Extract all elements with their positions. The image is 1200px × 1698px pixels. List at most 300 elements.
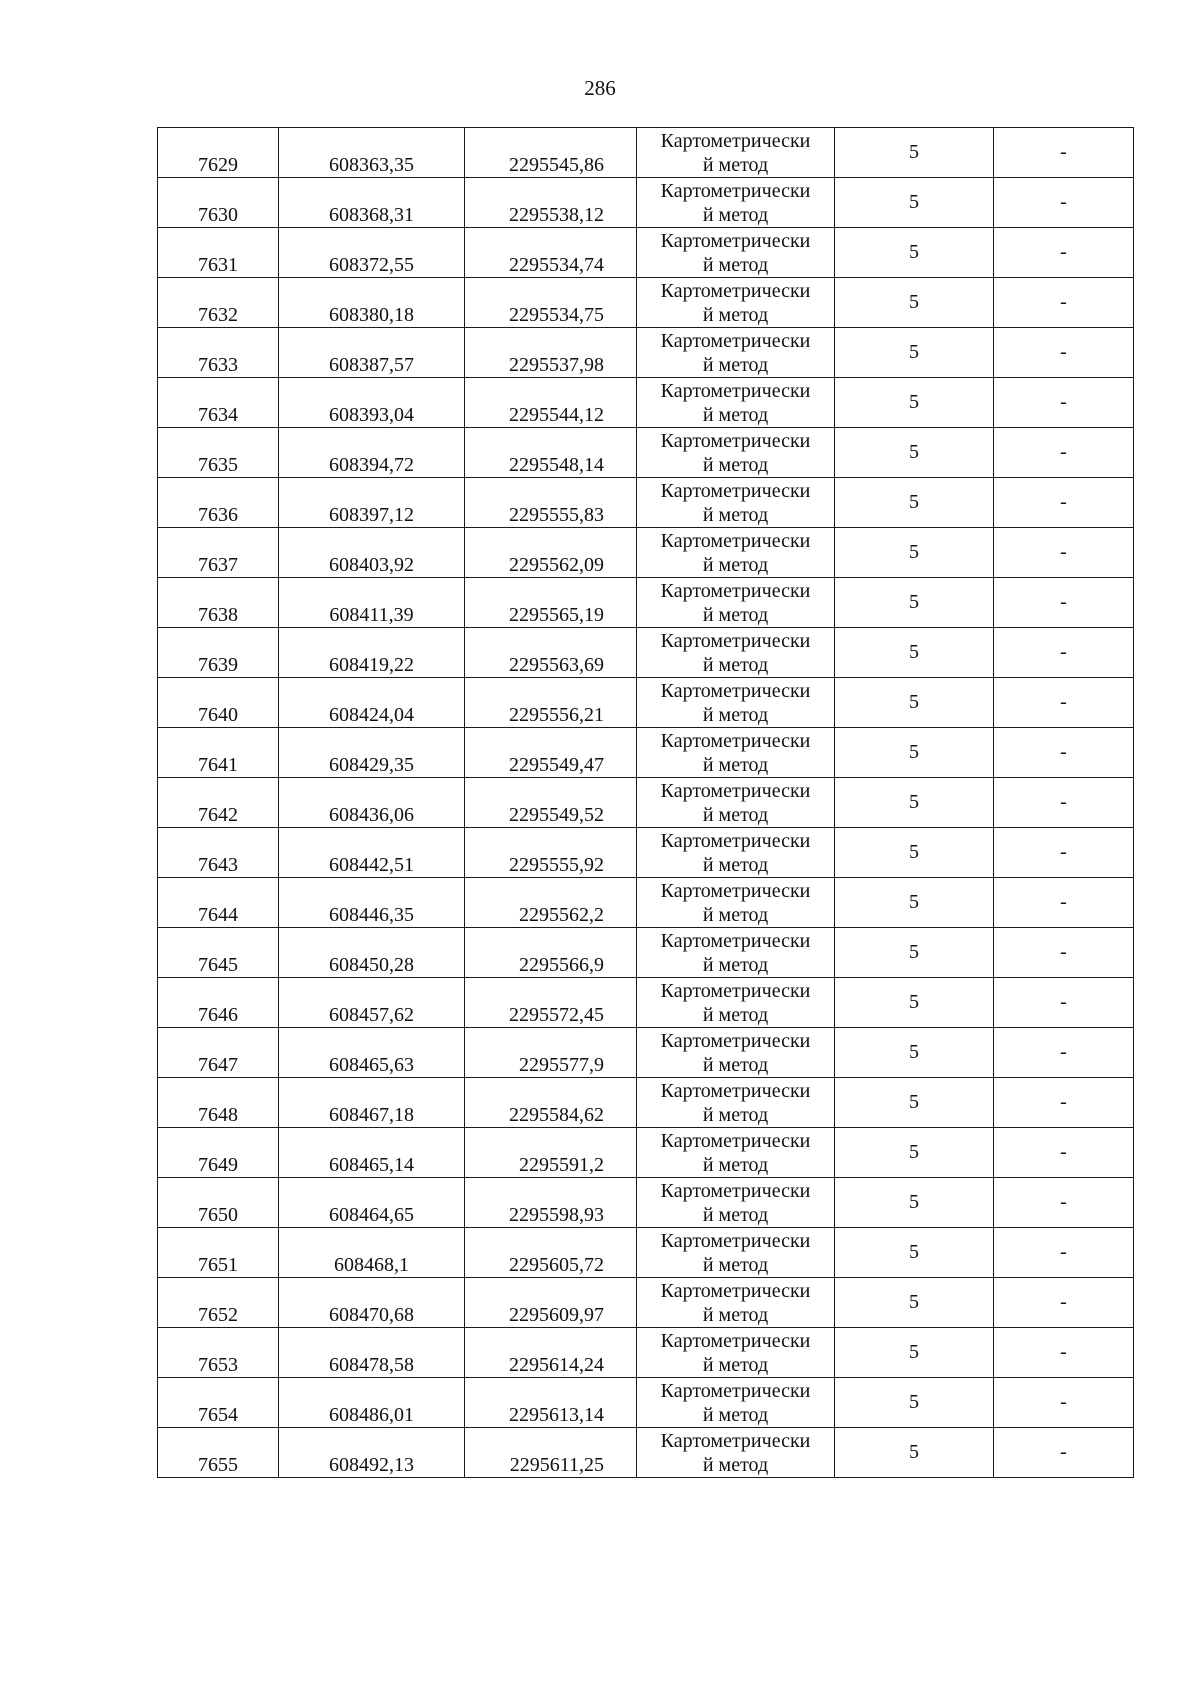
note-cell [994, 678, 1134, 728]
accuracy-value: 5 [909, 441, 919, 463]
accuracy-value: 5 [909, 941, 919, 963]
coordinates-table [157, 127, 1134, 1478]
accuracy-cell [835, 1078, 994, 1128]
table-row [158, 1278, 1134, 1328]
x-coordinate-cell [279, 728, 465, 778]
method-text-line1: Картометрически [660, 1029, 811, 1052]
table-row [158, 1078, 1134, 1128]
method-text-line2: й метод [702, 1453, 769, 1476]
coordinates-table-body [158, 128, 1134, 1478]
note-cell [994, 1178, 1134, 1228]
y-coordinate: 2295563,69 [509, 654, 604, 676]
method-text-line1: Картометрически [660, 129, 811, 152]
accuracy-value: 5 [909, 1041, 919, 1063]
note-cell [994, 628, 1134, 678]
point-number-cell [158, 878, 279, 928]
method-text-line1: Картометрически [660, 479, 811, 502]
table-row [158, 978, 1134, 1028]
note-cell [994, 278, 1134, 328]
note-cell [994, 428, 1134, 478]
note-value: - [1060, 241, 1067, 263]
accuracy-value: 5 [909, 391, 919, 413]
point-number: 7641 [198, 754, 238, 776]
method-cell [637, 478, 835, 528]
accuracy-cell [835, 928, 994, 978]
note-value: - [1060, 1041, 1067, 1063]
table-row [158, 1178, 1134, 1228]
note-value: - [1060, 191, 1067, 213]
method-text-line1: Картометрически [660, 629, 811, 652]
y-coordinate: 2295545,86 [509, 154, 604, 176]
note-value: - [1060, 1241, 1067, 1263]
note-value: - [1060, 1341, 1067, 1363]
method-text-line1: Картометрически [660, 1179, 811, 1202]
point-number-cell [158, 228, 279, 278]
method-text-line2: й метод [702, 1253, 769, 1276]
note-value: - [1060, 541, 1067, 563]
method-text-line1: Картометрически [660, 1379, 811, 1402]
y-coordinate: 2295598,93 [509, 1204, 604, 1226]
y-coordinate: 2295534,74 [509, 254, 604, 276]
y-coordinate-cell [465, 1278, 637, 1328]
accuracy-value: 5 [909, 791, 919, 813]
accuracy-value: 5 [909, 341, 919, 363]
method-text-line2: й метод [702, 603, 769, 626]
method-text-line1: Картометрически [660, 229, 811, 252]
y-coordinate-cell [465, 578, 637, 628]
point-number-cell [158, 528, 279, 578]
point-number-cell [158, 1428, 279, 1478]
x-coordinate: 608387,57 [329, 354, 414, 376]
x-coordinate-cell [279, 328, 465, 378]
y-coordinate: 2295613,14 [509, 1404, 604, 1426]
accuracy-cell [835, 1278, 994, 1328]
x-coordinate: 608424,04 [329, 704, 414, 726]
point-number-cell [158, 1328, 279, 1378]
accuracy-value: 5 [909, 1441, 919, 1463]
point-number: 7637 [198, 554, 238, 576]
method-text-line1: Картометрически [660, 829, 811, 852]
y-coordinate-cell [465, 178, 637, 228]
y-coordinate: 2295555,92 [509, 854, 604, 876]
method-text-line2: й метод [702, 803, 769, 826]
table-row [158, 1128, 1134, 1178]
x-coordinate: 608446,35 [329, 904, 414, 926]
method-text-line2: й метод [702, 853, 769, 876]
y-coordinate: 2295544,12 [509, 404, 604, 426]
x-coordinate: 608368,31 [329, 204, 414, 226]
y-coordinate-cell [465, 878, 637, 928]
point-number: 7633 [198, 354, 238, 376]
note-cell [994, 1228, 1134, 1278]
table-row [158, 778, 1134, 828]
accuracy-value: 5 [909, 541, 919, 563]
x-coordinate-cell [279, 928, 465, 978]
method-text-line2: й метод [702, 1003, 769, 1026]
accuracy-cell [835, 778, 994, 828]
method-text-line2: й метод [702, 253, 769, 276]
method-cell [637, 928, 835, 978]
x-coordinate: 608442,51 [329, 854, 414, 876]
x-coordinate-cell [279, 478, 465, 528]
method-cell [637, 1178, 835, 1228]
method-text-line2: й метод [702, 553, 769, 576]
method-text-line1: Картометрически [660, 429, 811, 452]
y-coordinate-cell [465, 278, 637, 328]
y-coordinate: 2295538,12 [509, 204, 604, 226]
note-value: - [1060, 141, 1067, 163]
method-text-line1: Картометрически [660, 779, 811, 802]
point-number-cell [158, 1278, 279, 1328]
accuracy-cell [835, 678, 994, 728]
y-coordinate-cell [465, 328, 637, 378]
x-coordinate-cell [279, 878, 465, 928]
note-cell [994, 928, 1134, 978]
method-text-line1: Картометрически [660, 1329, 811, 1352]
method-text-line1: Картометрически [660, 1229, 811, 1252]
point-number-cell [158, 1178, 279, 1228]
accuracy-value: 5 [909, 1391, 919, 1413]
method-cell [637, 628, 835, 678]
point-number: 7646 [198, 1004, 238, 1026]
note-value: - [1060, 1391, 1067, 1413]
point-number: 7634 [198, 404, 238, 426]
method-text-line2: й метод [702, 353, 769, 376]
note-cell [994, 1328, 1134, 1378]
point-number: 7650 [198, 1204, 238, 1226]
table-row [158, 328, 1134, 378]
method-text-line2: й метод [702, 153, 769, 176]
x-coordinate: 608393,04 [329, 404, 414, 426]
y-coordinate-cell [465, 828, 637, 878]
accuracy-cell [835, 978, 994, 1028]
note-cell [994, 878, 1134, 928]
x-coordinate-cell [279, 1178, 465, 1228]
table-row [158, 628, 1134, 678]
x-coordinate: 608380,18 [329, 304, 414, 326]
note-value: - [1060, 591, 1067, 613]
method-text-line2: й метод [702, 703, 769, 726]
accuracy-cell [835, 128, 994, 178]
table-row [158, 228, 1134, 278]
y-coordinate-cell [465, 128, 637, 178]
x-coordinate: 608394,72 [329, 454, 414, 476]
y-coordinate: 2295572,45 [509, 1004, 604, 1026]
accuracy-cell [835, 1178, 994, 1228]
table-row [158, 478, 1134, 528]
accuracy-cell [835, 428, 994, 478]
x-coordinate-cell [279, 1328, 465, 1378]
y-coordinate-cell [465, 378, 637, 428]
method-cell [637, 1378, 835, 1428]
method-cell [637, 978, 835, 1028]
y-coordinate: 2295555,83 [509, 504, 604, 526]
point-number: 7653 [198, 1354, 238, 1376]
note-value: - [1060, 1291, 1067, 1313]
note-value: - [1060, 791, 1067, 813]
table-row [158, 578, 1134, 628]
y-coordinate-cell [465, 1128, 637, 1178]
x-coordinate: 608450,28 [329, 954, 414, 976]
table-row [158, 928, 1134, 978]
method-cell [637, 378, 835, 428]
note-cell [994, 528, 1134, 578]
method-text-line2: й метод [702, 953, 769, 976]
method-text-line2: й метод [702, 653, 769, 676]
accuracy-value: 5 [909, 1291, 919, 1313]
method-cell [637, 1078, 835, 1128]
note-value: - [1060, 1091, 1067, 1113]
method-text-line1: Картометрически [660, 179, 811, 202]
method-cell [637, 278, 835, 328]
point-number-cell [158, 478, 279, 528]
accuracy-value: 5 [909, 691, 919, 713]
accuracy-cell [835, 1328, 994, 1378]
note-cell [994, 1428, 1134, 1478]
y-coordinate: 2295565,19 [509, 604, 604, 626]
method-text-line2: й метод [702, 1353, 769, 1376]
method-text-line2: й метод [702, 903, 769, 926]
method-text-line2: й метод [702, 1203, 769, 1226]
method-text-line1: Картометрически [660, 679, 811, 702]
method-cell [637, 828, 835, 878]
y-coordinate: 2295548,14 [509, 454, 604, 476]
point-number-cell [158, 1078, 279, 1128]
note-value: - [1060, 341, 1067, 363]
accuracy-value: 5 [909, 1241, 919, 1263]
accuracy-cell [835, 178, 994, 228]
accuracy-cell [835, 328, 994, 378]
point-number-cell [158, 628, 279, 678]
accuracy-cell [835, 278, 994, 328]
note-value: - [1060, 941, 1067, 963]
y-coordinate: 2295556,21 [509, 704, 604, 726]
accuracy-cell [835, 228, 994, 278]
table-row [158, 1328, 1134, 1378]
accuracy-value: 5 [909, 191, 919, 213]
x-coordinate-cell [279, 1278, 465, 1328]
method-cell [637, 878, 835, 928]
note-value: - [1060, 691, 1067, 713]
y-coordinate: 2295609,97 [509, 1304, 604, 1326]
method-text-line2: й метод [702, 1053, 769, 1076]
method-text-line1: Картометрически [660, 579, 811, 602]
point-number-cell [158, 1128, 279, 1178]
x-coordinate: 608419,22 [329, 654, 414, 676]
x-coordinate-cell [279, 628, 465, 678]
y-coordinate: 2295566,9 [519, 954, 604, 976]
point-number: 7642 [198, 804, 238, 826]
method-text-line1: Картометрически [660, 929, 811, 952]
accuracy-value: 5 [909, 1191, 919, 1213]
y-coordinate: 2295537,98 [509, 354, 604, 376]
method-text-line1: Картометрически [660, 879, 811, 902]
y-coordinate-cell [465, 428, 637, 478]
note-value: - [1060, 291, 1067, 313]
note-cell [994, 1128, 1134, 1178]
y-coordinate-cell [465, 1428, 637, 1478]
method-text-line2: й метод [702, 1303, 769, 1326]
x-coordinate-cell [279, 978, 465, 1028]
note-cell [994, 1028, 1134, 1078]
accuracy-cell [835, 1228, 994, 1278]
y-coordinate-cell [465, 728, 637, 778]
y-coordinate-cell [465, 478, 637, 528]
y-coordinate-cell [465, 1028, 637, 1078]
x-coordinate: 608470,68 [329, 1304, 414, 1326]
method-text-line2: й метод [702, 1103, 769, 1126]
point-number-cell [158, 378, 279, 428]
table-row [158, 528, 1134, 578]
point-number-cell [158, 678, 279, 728]
method-text-line1: Картометрически [660, 529, 811, 552]
method-text-line2: й метод [702, 1403, 769, 1426]
accuracy-value: 5 [909, 491, 919, 513]
method-cell [637, 1428, 835, 1478]
method-text-line1: Картометрически [660, 279, 811, 302]
x-coordinate: 608467,18 [329, 1104, 414, 1126]
accuracy-cell [835, 1378, 994, 1428]
table-row [158, 828, 1134, 878]
point-number: 7645 [198, 954, 238, 976]
point-number: 7631 [198, 254, 238, 276]
accuracy-value: 5 [909, 641, 919, 663]
method-cell [637, 128, 835, 178]
x-coordinate-cell [279, 778, 465, 828]
x-coordinate-cell [279, 1378, 465, 1428]
table-row [158, 728, 1134, 778]
method-text-line1: Картометрически [660, 329, 811, 352]
y-coordinate: 2295549,47 [509, 754, 604, 776]
y-coordinate: 2295577,9 [519, 1054, 604, 1076]
x-coordinate-cell [279, 1428, 465, 1478]
table-row [158, 178, 1134, 228]
point-number: 7638 [198, 604, 238, 626]
table-row [158, 878, 1134, 928]
accuracy-value: 5 [909, 141, 919, 163]
x-coordinate-cell [279, 428, 465, 478]
x-coordinate-cell [279, 528, 465, 578]
point-number: 7640 [198, 704, 238, 726]
y-coordinate: 2295605,72 [509, 1254, 604, 1276]
method-text-line1: Картометрически [660, 1079, 811, 1102]
note-value: - [1060, 991, 1067, 1013]
point-number-cell [158, 1228, 279, 1278]
note-value: - [1060, 741, 1067, 763]
table-row [158, 428, 1134, 478]
note-cell [994, 1378, 1134, 1428]
accuracy-cell [835, 828, 994, 878]
method-text-line1: Картометрически [660, 729, 811, 752]
x-coordinate-cell [279, 228, 465, 278]
method-cell [637, 1278, 835, 1328]
accuracy-cell [835, 1428, 994, 1478]
y-coordinate-cell [465, 628, 637, 678]
method-text-line1: Картометрически [660, 379, 811, 402]
accuracy-value: 5 [909, 741, 919, 763]
point-number: 7643 [198, 854, 238, 876]
point-number-cell [158, 1378, 279, 1428]
note-cell [994, 228, 1134, 278]
x-coordinate: 608436,06 [329, 804, 414, 826]
y-coordinate-cell [465, 978, 637, 1028]
point-number: 7632 [198, 304, 238, 326]
x-coordinate: 608372,55 [329, 254, 414, 276]
point-number: 7655 [198, 1454, 238, 1476]
method-text-line1: Картометрически [660, 1279, 811, 1302]
point-number: 7629 [198, 154, 238, 176]
table-row [158, 1428, 1134, 1478]
point-number: 7644 [198, 904, 238, 926]
method-text-line1: Картометрически [660, 979, 811, 1002]
table-row [158, 1378, 1134, 1428]
note-value: - [1060, 441, 1067, 463]
point-number-cell [158, 978, 279, 1028]
method-cell [637, 1028, 835, 1078]
point-number: 7651 [198, 1254, 238, 1276]
accuracy-cell [835, 578, 994, 628]
x-coordinate-cell [279, 1128, 465, 1178]
method-text-line2: й метод [702, 1153, 769, 1176]
accuracy-cell [835, 478, 994, 528]
x-coordinate: 608478,58 [329, 1354, 414, 1376]
note-value: - [1060, 1441, 1067, 1463]
point-number-cell [158, 578, 279, 628]
accuracy-cell [835, 1128, 994, 1178]
accuracy-cell [835, 878, 994, 928]
method-text-line1: Картометрически [660, 1129, 811, 1152]
method-cell [637, 1228, 835, 1278]
method-text-line2: й метод [702, 453, 769, 476]
x-coordinate-cell [279, 278, 465, 328]
x-coordinate-cell [279, 128, 465, 178]
table-row [158, 678, 1134, 728]
x-coordinate-cell [279, 1078, 465, 1128]
x-coordinate: 608492,13 [329, 1454, 414, 1476]
note-cell [994, 1078, 1134, 1128]
method-cell [637, 1128, 835, 1178]
x-coordinate-cell [279, 1028, 465, 1078]
method-cell [637, 178, 835, 228]
method-text-line2: й метод [702, 503, 769, 526]
point-number-cell [158, 428, 279, 478]
x-coordinate-cell [279, 578, 465, 628]
point-number-cell [158, 778, 279, 828]
note-cell [994, 978, 1134, 1028]
point-number-cell [158, 128, 279, 178]
note-value: - [1060, 1191, 1067, 1213]
note-cell [994, 1278, 1134, 1328]
y-coordinate-cell [465, 1228, 637, 1278]
note-value: - [1060, 841, 1067, 863]
x-coordinate-cell [279, 1228, 465, 1278]
y-coordinate-cell [465, 678, 637, 728]
point-number: 7639 [198, 654, 238, 676]
method-cell [637, 1328, 835, 1378]
note-cell [994, 478, 1134, 528]
point-number-cell [158, 828, 279, 878]
table-row [158, 1228, 1134, 1278]
note-cell [994, 578, 1134, 628]
point-number: 7635 [198, 454, 238, 476]
accuracy-cell [835, 728, 994, 778]
x-coordinate: 608486,01 [329, 1404, 414, 1426]
method-text-line2: й метод [702, 403, 769, 426]
point-number-cell [158, 1028, 279, 1078]
page-number: 286 [584, 76, 616, 100]
y-coordinate: 2295562,2 [519, 904, 604, 926]
method-text-line2: й метод [702, 203, 769, 226]
